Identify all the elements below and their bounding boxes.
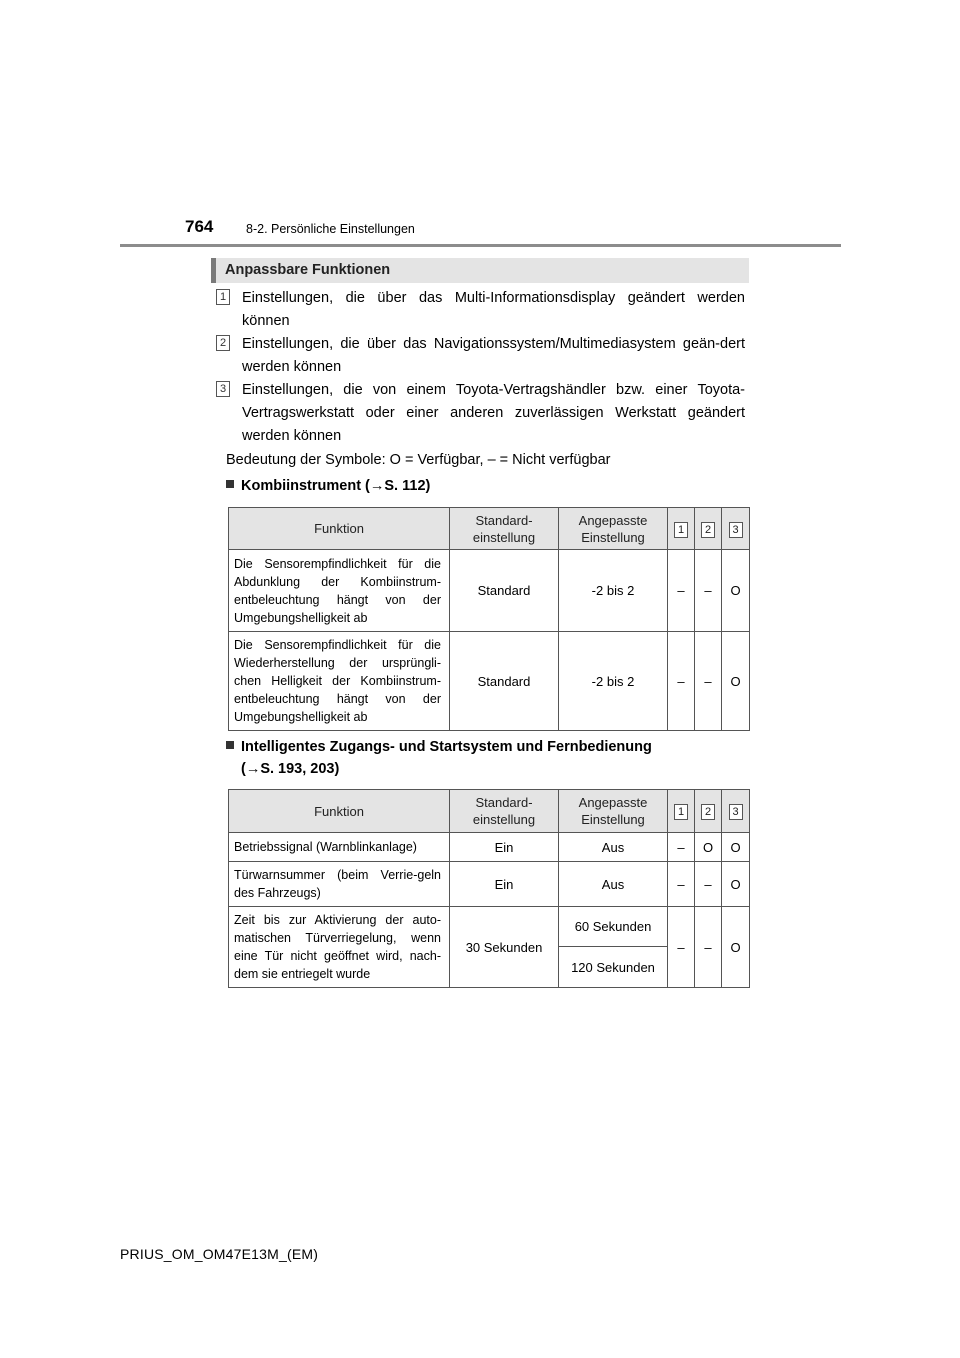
subsection-title-smart-entry [226,736,652,780]
cell-default: Standard [450,632,559,731]
table-header-row [229,508,750,550]
number-3-icon: 3 [729,522,743,538]
cell-default: Standard [450,550,559,632]
cell-function: Die Sensorempfindlichkeit für die Abdunklung der Kombiinstrum-entbeleuchtung hängt von der Umgebungshelligkeit ab [229,550,450,632]
cell-col-2: – [695,632,722,731]
cell-col-1: – [668,632,695,731]
table-header-row [229,790,750,833]
cell-custom: -2 bis 2 [559,550,668,632]
cell-custom-a: 60 Sekunden [559,907,668,947]
cell-col-3: O [722,632,750,731]
header-col-1 [668,790,695,833]
cell-col-1: – [668,862,695,907]
cell-col-1: – [668,550,695,632]
definition-3: Einstellungen, die von einem Toyota-Vertragshändler bzw. einer Toyota-Vertragswerkstatt oder einer anderen zuverlässigen Werkstatt geändert werden können [242,382,745,444]
number-1-icon: 1 [674,804,688,820]
cell-function: Betriebssignal (Warnblinkanlage) [229,833,450,862]
cell-col-2: O [695,833,722,862]
cell-col-3: O [722,550,750,632]
cell-default: Ein [450,833,559,862]
number-1-icon: 1 [674,522,688,538]
header-col-3 [722,790,750,833]
cell-default: Ein [450,862,559,907]
square-bullet-icon [226,741,234,749]
cell-col-3: O [722,833,750,862]
number-3-icon: 3 [729,804,743,820]
header-col-3 [722,508,750,550]
cell-default: 30 Sekunden [450,907,559,988]
section-title: 8-2. Persönliche Einstellungen [246,222,415,236]
header-custom: Angepasste Einstellung [559,790,668,833]
cell-col-2: – [695,907,722,988]
table-row [229,550,750,632]
table-row [229,833,750,862]
cell-custom: Aus [559,833,668,862]
header-divider [120,244,841,247]
cell-custom: -2 bis 2 [559,632,668,731]
header-function: Funktion [229,790,450,833]
subsection-title-text: Kombiinstrument (→S. 112) [241,478,431,494]
header-default: Standard- einstellung [450,508,559,550]
table-smart-entry [228,789,750,988]
cell-col-3: O [722,862,750,907]
definition-1: Einstellungen, die über das Multi-Informationsdisplay geändert werden können [242,290,745,329]
section-heading [211,258,749,283]
number-2-icon: 2 [701,804,715,820]
table-instrument [228,507,750,731]
cell-col-1: – [668,833,695,862]
number-2-icon: 2 [701,522,715,538]
number-2-icon: 2 [216,335,230,351]
cell-col-3: O [722,907,750,988]
definition-2: Einstellungen, die über das Navigationssystem/Multimediasystem geän-dert werden können [242,336,745,375]
cell-function: Zeit bis zur Aktivierung der auto-matischen Türverriegelung, wenn eine Tür nicht geöffnet wird, nach-dem sie entriegelt wurde [229,907,450,988]
header-col-2 [695,790,722,833]
document-code: PRIUS_OM_OM47E13M_(EM) [120,1246,319,1262]
cell-function: Die Sensorempfindlichkeit für die Wiederherstellung der ursprüngli-chen Helligkeit der Kombiinstrum-entbeleuchtung hängt von der Umgebungshelligkeit ab [229,632,450,731]
table-row [229,862,750,907]
header-col-1 [668,508,695,550]
cell-function: Türwarnsummer (beim Verrie-geln des Fahrzeugs) [229,862,450,907]
header-col-2 [695,508,722,550]
table-row [229,632,750,731]
square-bullet-icon [226,480,234,488]
symbol-legend: Bedeutung der Symbole: O = Verfügbar, – = Nicht verfügbar [226,452,611,468]
header-function: Funktion [229,508,450,550]
cell-custom-b: 120 Sekunden [559,947,668,988]
header-custom: Angepasste Einstellung [559,508,668,550]
table-row [229,907,750,947]
subsection-title-instrument [226,475,430,497]
page-number: 764 [185,217,214,236]
subsection-title-ref: (→S. 193, 203) [241,761,340,777]
subsection-title-text: Intelligentes Zugangs- und Startsystem und Fernbedienung [241,739,652,755]
cell-custom: Aus [559,862,668,907]
header-default: Standard- einstellung [450,790,559,833]
number-3-icon: 3 [216,381,230,397]
cell-col-1: – [668,907,695,988]
cell-col-2: – [695,862,722,907]
number-1-icon: 1 [216,289,230,305]
cell-col-2: – [695,550,722,632]
section-heading-text: Anpassbare Funktionen [225,262,391,278]
